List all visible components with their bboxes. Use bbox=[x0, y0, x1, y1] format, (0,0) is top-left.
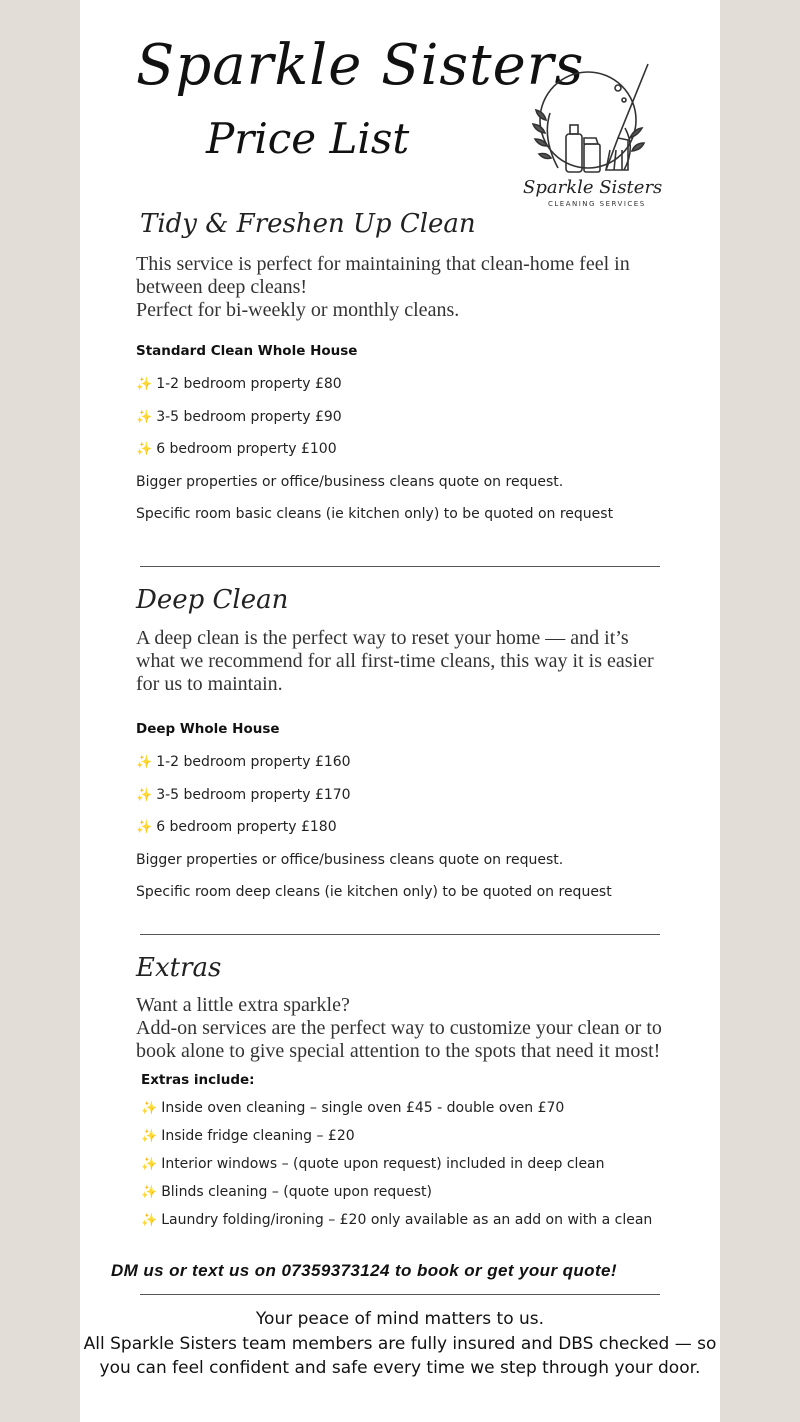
reassurance-footer bbox=[0, 1307, 800, 1381]
extra-item: ✨ Inside oven cleaning – single oven £45 - double oven £70 bbox=[141, 1100, 565, 1116]
deep-heading: Deep Clean bbox=[136, 585, 289, 615]
sparkles-icon: ✨ bbox=[141, 1129, 158, 1144]
footer-line: Your peace of mind matters to us. bbox=[255, 1309, 545, 1329]
deep-note: Bigger properties or office/business cleans quote on request. bbox=[136, 852, 564, 868]
price-item: ✨ 3-5 bedroom property £170 bbox=[136, 787, 351, 803]
tidy-heading: Tidy & Freshen Up Clean bbox=[140, 209, 476, 239]
extra-item: ✨ Laundry folding/ironing – £20 only available as an add on with a clean bbox=[141, 1212, 653, 1228]
sparkles-icon: ✨ bbox=[136, 442, 153, 457]
divider bbox=[140, 566, 660, 567]
extras-heading: Extras bbox=[136, 953, 222, 983]
divider bbox=[140, 1294, 660, 1295]
tidy-note: Specific room basic cleans (ie kitchen only) to be quoted on request bbox=[136, 506, 614, 522]
extras-description bbox=[136, 994, 664, 1063]
page-subtitle: Price List bbox=[206, 114, 410, 163]
sparkles-icon: ✨ bbox=[141, 1213, 158, 1228]
footer-line: you can feel confident and safe every time we step through your door. bbox=[99, 1358, 701, 1378]
tidy-note: Bigger properties or office/business cleans quote on request. bbox=[136, 474, 564, 490]
sparkles-icon: ✨ bbox=[136, 410, 153, 425]
extras-subheading: Extras include: bbox=[141, 1072, 255, 1088]
deep-note: Specific room deep cleans (ie kitchen only) to be quoted on request bbox=[136, 884, 612, 900]
sparkles-icon: ✨ bbox=[141, 1157, 158, 1172]
logo bbox=[520, 58, 665, 213]
tidy-description-line: Perfect for bi-weekly or monthly cleans. bbox=[136, 299, 460, 321]
price-item: ✨ 6 bedroom property £100 bbox=[136, 441, 337, 457]
deep-subheading: Deep Whole House bbox=[136, 721, 280, 737]
sparkles-icon: ✨ bbox=[136, 755, 153, 770]
divider bbox=[140, 934, 660, 935]
price-item: ✨ 1-2 bedroom property £80 bbox=[136, 376, 342, 392]
sparkles-icon: ✨ bbox=[141, 1185, 158, 1200]
extra-item: ✨ Blinds cleaning – (quote upon request) bbox=[141, 1184, 432, 1200]
price-item: ✨ 1-2 bedroom property £160 bbox=[136, 754, 351, 770]
broom-and-spray-bottle-wreath-icon bbox=[520, 58, 665, 188]
booking-call-to-action: DM us or text us on 07359373124 to book or get your quote! bbox=[111, 1261, 617, 1280]
tidy-description-line: This service is perfect for maintaining that clean-home feel in between deep cleans! bbox=[136, 253, 630, 298]
extra-item: ✨ Interior windows – (quote upon request) included in deep clean bbox=[141, 1156, 605, 1172]
deep-description: A deep clean is the perfect way to reset your home — and it’s what we recommend for all first-time cleans, this way it is easier for us to maintain. bbox=[136, 627, 654, 695]
tidy-subheading: Standard Clean Whole House bbox=[136, 343, 358, 359]
extras-description-line: Add-on services are the perfect way to customize your clean or to book alone to give special attention to the spots that need it most! bbox=[136, 1017, 662, 1062]
price-item: ✨ 3-5 bedroom property £90 bbox=[136, 409, 342, 425]
logo-name: Sparkle Sisters bbox=[523, 177, 663, 198]
footer-line: All Sparkle Sisters team members are fully insured and DBS checked — so bbox=[83, 1333, 717, 1354]
sparkles-icon: ✨ bbox=[136, 820, 153, 835]
sparkles-icon: ✨ bbox=[136, 788, 153, 803]
price-item: ✨ 6 bedroom property £180 bbox=[136, 819, 337, 835]
tidy-description bbox=[136, 253, 666, 322]
extras-description-line: Want a little extra sparkle? bbox=[136, 994, 350, 1016]
sparkles-icon: ✨ bbox=[141, 1101, 158, 1116]
page-title: Sparkle Sisters bbox=[136, 33, 585, 98]
extra-item: ✨ Inside fridge cleaning – £20 bbox=[141, 1128, 355, 1144]
logo-tagline: CLEANING SERVICES bbox=[548, 200, 646, 208]
sparkles-icon: ✨ bbox=[136, 377, 153, 392]
